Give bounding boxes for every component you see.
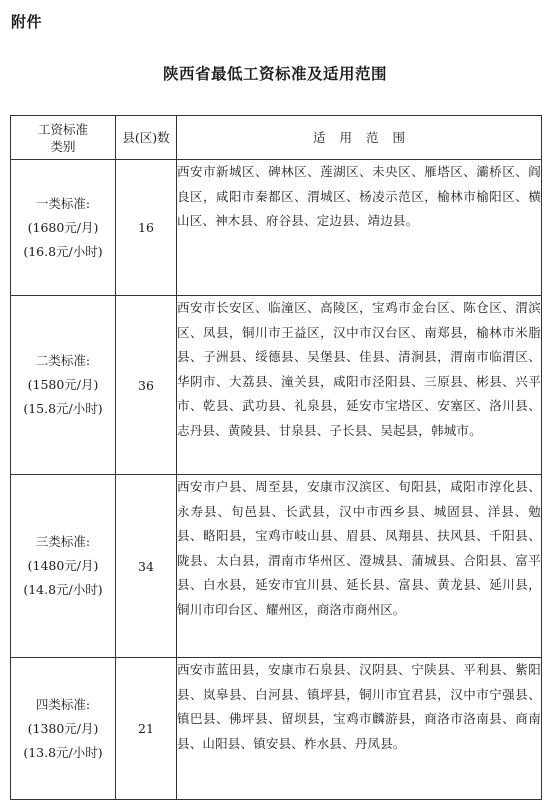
category-name: 一类标准: bbox=[35, 195, 91, 211]
category-name: 二类标准: bbox=[35, 353, 91, 368]
header-scope: 适用范围 bbox=[177, 116, 542, 160]
wage-standard-table bbox=[10, 115, 542, 800]
scope-text: 西安市蓝田县，安康市石泉县、汉阴县、宁陕县、平利县、紫阳县、岚皋县、白河县、镇坪县，铜川市宜君县，汉中市宁强县、镇巴县、佛坪县、留坝县，宝鸡市麟游县，商洛市洛南县、商南县、山阳县、镇安县、柞水县、丹凤县。 bbox=[177, 658, 542, 800]
county-count: 34 bbox=[116, 475, 177, 658]
county-count: 36 bbox=[116, 296, 177, 475]
county-count: 16 bbox=[116, 160, 177, 296]
county-count: 21 bbox=[116, 658, 177, 800]
table-row bbox=[11, 658, 542, 800]
table-row bbox=[11, 160, 542, 296]
document-title: 陕西省最低工资标准及适用范围 bbox=[162, 65, 387, 83]
scope-text: 西安市户县、周至县，安康市汉滨区、旬阳县，咸阳市淳化县、永寿县、旬邑县、长武县，汉中市西乡县、城固县、洋县、勉县、略阳县，宝鸡市岐山县、眉县、凤翔县、扶风县、千阳县、陇县、太白县，渭南市华州区、澄城县、蒲城县、合阳县、富平县、白水县，延安市宜川县、延长县、富县、黄龙县、延川县，铜川市印台区、耀州区，商洛市商州区。 bbox=[177, 475, 542, 658]
monthly-wage: (1680元/月) bbox=[27, 219, 99, 235]
scope-text: 西安市长安区、临潼区、高陵区，宝鸡市金台区、陈仓区、渭滨区、凤县，铜川市王益区，汉中市汉台区、南郑县，榆林市米脂县、子洲县、绥德县、吴堡县、佳县、清涧县，渭南市临渭区、华阴市、大荔县、潼关县，咸阳市泾阳县、三原县、彬县、兴平市、乾县、武功县、礼泉县，延安市宝塔区、安塞区、洛川县、志丹县、黄陵县、甘泉县、子长县、吴起县，韩城市。 bbox=[177, 296, 542, 475]
table-header-row bbox=[11, 116, 542, 160]
table-row bbox=[11, 475, 542, 658]
attachment-label: 附件 bbox=[11, 13, 43, 31]
hourly-wage: (15.8元/小时) bbox=[23, 401, 103, 416]
table-row bbox=[11, 296, 542, 475]
monthly-wage: (1380元/月) bbox=[27, 720, 99, 736]
category-cell bbox=[11, 475, 116, 658]
monthly-wage: (1580元/月) bbox=[27, 377, 99, 392]
category-cell bbox=[11, 160, 116, 296]
monthly-wage: (1480元/月) bbox=[27, 558, 99, 573]
hourly-wage: (16.8元/小时) bbox=[23, 243, 103, 259]
category-name: 三类标准: bbox=[35, 534, 91, 549]
hourly-wage: (14.8元/小时) bbox=[23, 582, 103, 597]
scope-text: 西安市新城区、碑林区、莲湖区、未央区、雁塔区、灞桥区、阎良区，咸阳市秦都区、渭城区、杨凌示范区，榆林市榆阳区、横山区、神木县、府谷县、定边县、靖边县。 bbox=[177, 160, 542, 296]
category-name: 四类标准: bbox=[35, 696, 91, 712]
category-cell bbox=[11, 658, 116, 800]
header-county-count: 县(区)数 bbox=[116, 116, 177, 160]
hourly-wage: (13.8元/小时) bbox=[23, 744, 103, 760]
category-cell bbox=[11, 296, 116, 475]
header-category: 工资标准类别 bbox=[11, 116, 116, 160]
